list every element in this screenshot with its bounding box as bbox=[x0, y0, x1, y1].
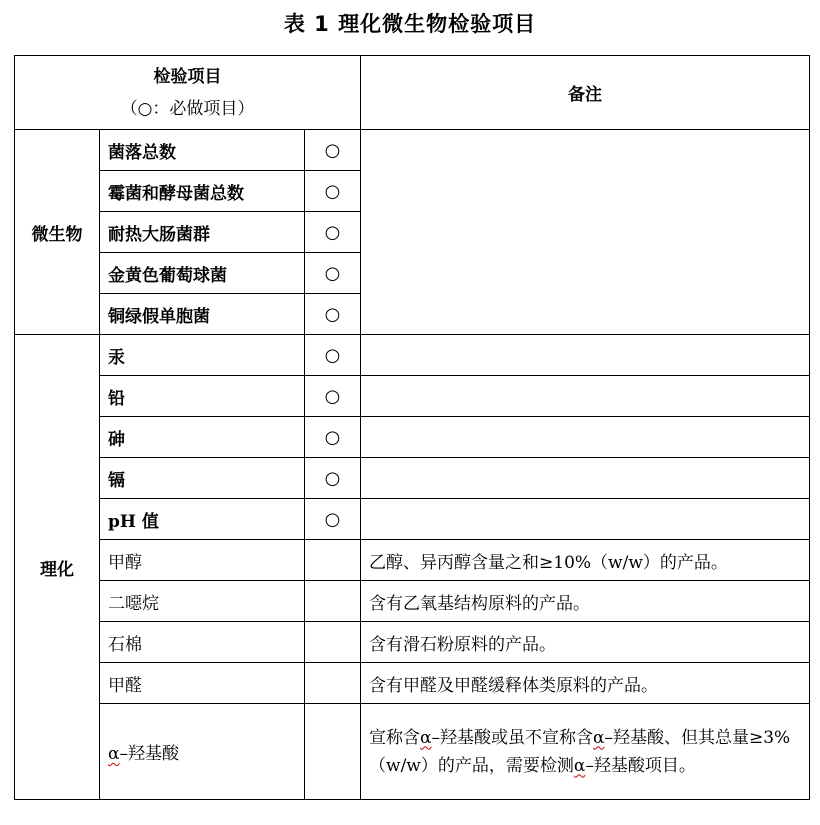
alpha-symbol: α bbox=[420, 727, 432, 748]
item-name: 砷 bbox=[100, 417, 305, 458]
table-row bbox=[15, 663, 810, 704]
table-title: 表 1 理化微生物检验项目 bbox=[283, 12, 537, 36]
table-row bbox=[15, 458, 810, 499]
item-name: 耐热大肠菌群 bbox=[100, 212, 305, 253]
item-note bbox=[361, 417, 810, 458]
item-name: 甲醇 bbox=[100, 540, 305, 581]
item-name-aha bbox=[100, 704, 305, 800]
required-mark bbox=[305, 622, 361, 663]
required-mark bbox=[305, 581, 361, 622]
required-mark bbox=[305, 704, 361, 800]
table-row bbox=[15, 540, 810, 581]
required-mark: ○ bbox=[305, 212, 361, 253]
item-name-suffix: –羟基酸 bbox=[119, 744, 179, 764]
required-mark: ○ bbox=[305, 335, 361, 376]
item-note bbox=[361, 499, 810, 540]
required-mark: ○ bbox=[305, 376, 361, 417]
header-item-cell bbox=[15, 56, 361, 130]
group-microbe: 微生物 bbox=[15, 130, 100, 335]
note-part: 宣称含 bbox=[369, 727, 421, 748]
item-note bbox=[361, 130, 810, 335]
item-name: 二噁烷 bbox=[100, 581, 305, 622]
table-row bbox=[15, 376, 810, 417]
item-note-aha bbox=[361, 704, 810, 800]
item-name: 石棉 bbox=[100, 622, 305, 663]
item-note: 含有乙氧基结构原料的产品。 bbox=[361, 581, 810, 622]
item-name: 汞 bbox=[100, 335, 305, 376]
item-name: 铅 bbox=[100, 376, 305, 417]
required-mark: ○ bbox=[305, 171, 361, 212]
inspection-table bbox=[14, 55, 810, 800]
item-note: 含有甲醛及甲醛缓释体类原料的产品。 bbox=[361, 663, 810, 704]
item-name: 甲醛 bbox=[100, 663, 305, 704]
required-mark: ○ bbox=[305, 458, 361, 499]
required-mark bbox=[305, 663, 361, 704]
item-note bbox=[361, 458, 810, 499]
required-mark: ○ bbox=[305, 417, 361, 458]
item-name: pH 值 bbox=[100, 499, 305, 540]
note-part: –羟基酸、但其总量≥3%（w/w）的产品，需要检测 bbox=[369, 727, 791, 776]
group-physchem: 理化 bbox=[15, 335, 100, 800]
table-row bbox=[15, 499, 810, 540]
item-name: 菌落总数 bbox=[100, 130, 305, 171]
table-row bbox=[15, 335, 810, 376]
required-mark: ○ bbox=[305, 294, 361, 335]
alpha-symbol: α bbox=[573, 755, 586, 776]
required-mark: ○ bbox=[305, 253, 361, 294]
item-note: 乙醇、异丙醇含量之和≥10%（w/w）的产品。 bbox=[361, 540, 810, 581]
item-note bbox=[361, 335, 810, 376]
item-name: 铜绿假单胞菌 bbox=[100, 294, 305, 335]
header-remark-cell: 备注 bbox=[361, 56, 810, 130]
table-row bbox=[15, 417, 810, 458]
alpha-symbol: α bbox=[108, 744, 120, 764]
item-name: 镉 bbox=[100, 458, 305, 499]
note-part: –羟基酸项目。 bbox=[585, 755, 696, 776]
table-row bbox=[15, 622, 810, 663]
required-mark bbox=[305, 540, 361, 581]
item-name: 霉菌和酵母菌总数 bbox=[100, 171, 305, 212]
header-item-label: 检验项目 bbox=[153, 66, 222, 87]
table-row bbox=[15, 130, 810, 171]
table-row bbox=[15, 581, 810, 622]
table-row bbox=[15, 704, 810, 800]
header-row bbox=[15, 56, 810, 130]
note-part: –羟基酸或虽不宣称含 bbox=[431, 727, 594, 748]
item-name: 金黄色葡萄球菌 bbox=[100, 253, 305, 294]
item-note: 含有滑石粉原料的产品。 bbox=[361, 622, 810, 663]
item-note bbox=[361, 376, 810, 417]
alpha-symbol: α bbox=[593, 727, 605, 748]
header-legend: （○：必做项目） bbox=[120, 98, 255, 119]
required-mark: ○ bbox=[305, 499, 361, 540]
required-mark: ○ bbox=[305, 130, 361, 171]
